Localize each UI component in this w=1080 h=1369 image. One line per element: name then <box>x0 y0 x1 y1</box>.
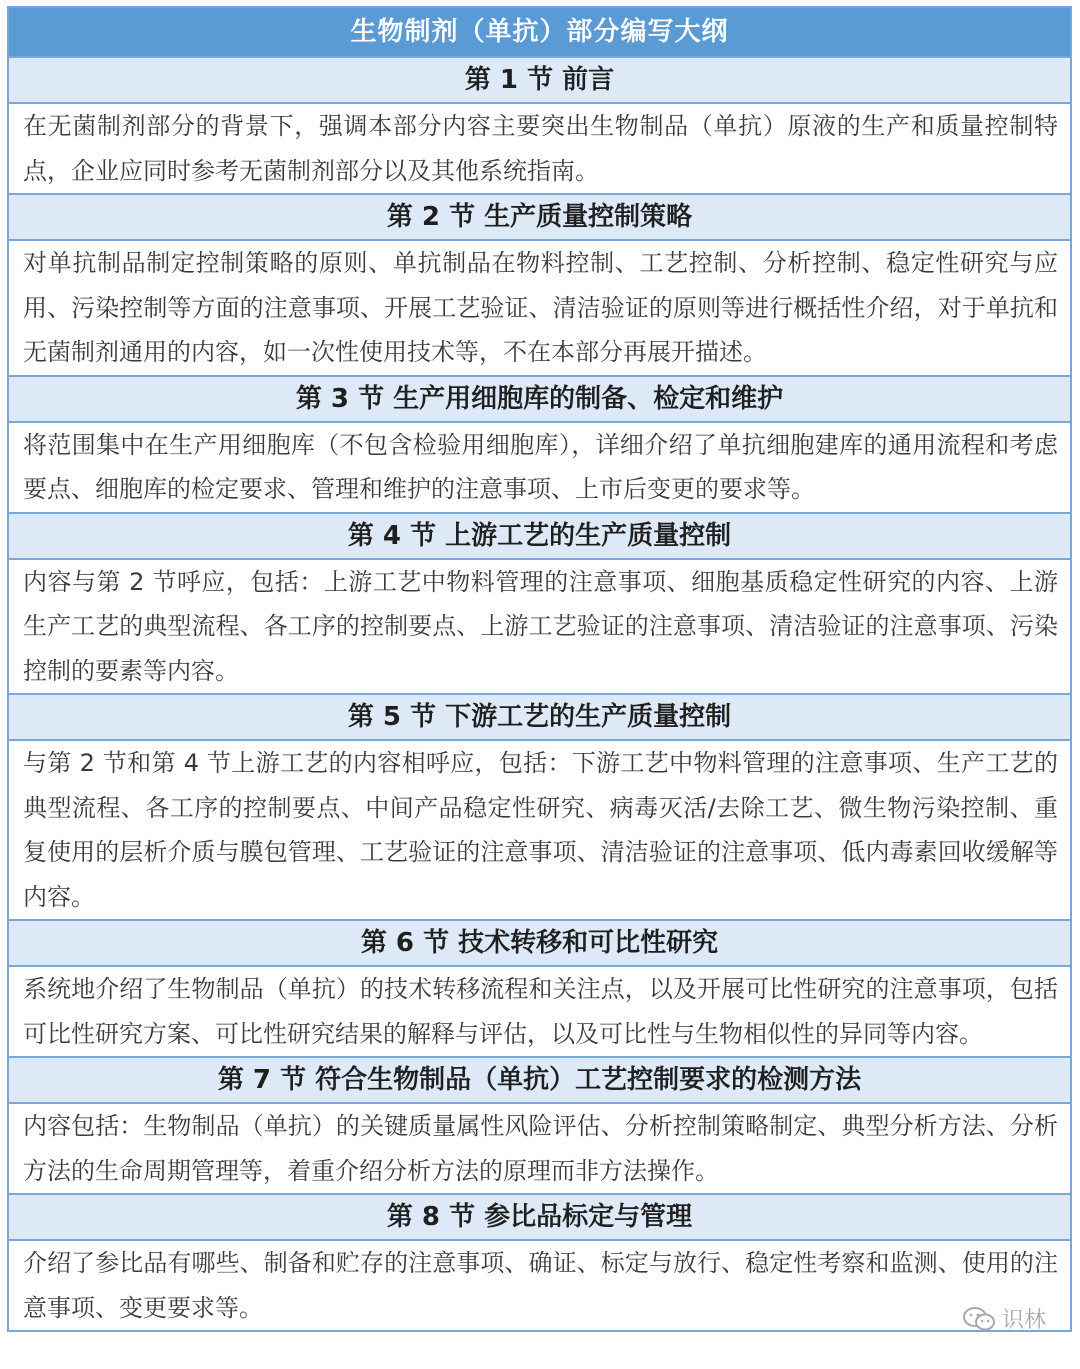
section-2-body: 对单抗制品制定控制策略的原则、单抗制品在物料控制、工艺控制、分析控制、稳定性研究与应用、污染控制等方面的注意事项、开展工艺验证、清洁验证的原则等进行概括性介绍，对于单抗和无菌制剂通用的内容，如一次性使用技术等，不在本部分再展开描述。 <box>9 241 1070 377</box>
section-3-body: 将范围集中在生产用细胞库（不包含检验用细胞库），详细介绍了单抗细胞建库的通用流程和考虑要点、细胞库的检定要求、管理和维护的注意事项、上市后变更的要求等。 <box>9 423 1070 514</box>
section-5-title: 第 5 节 下游工艺的生产质量控制 <box>9 695 1070 741</box>
table-title: 生物制剂（单抗）部分编写大纲 <box>9 8 1070 58</box>
section-2-title: 第 2 节 生产质量控制策略 <box>9 195 1070 241</box>
section-1-title: 第 1 节 前言 <box>9 58 1070 104</box>
watermark-text: 识林 <box>1001 1308 1046 1333</box>
wechat-icon <box>962 1306 996 1332</box>
outline-table <box>7 6 1072 1332</box>
watermark <box>962 1303 1046 1334</box>
section-8-title: 第 8 节 参比品标定与管理 <box>9 1195 1070 1241</box>
section-5-body: 与第 2 节和第 4 节上游工艺的内容相呼应，包括：下游工艺中物料管理的注意事项、生产工艺的典型流程、各工序的控制要点、中间产品稳定性研究、病毒灭活/去除工艺、微生物污染控制、重复使用的层析介质与膜包管理、工艺验证的注意事项、清洁验证的注意事项、低内毒素回收缓解等内容。 <box>9 741 1070 921</box>
section-1-body: 在无菌制剂部分的背景下，强调本部分内容主要突出生物制品（单抗）原液的生产和质量控制特点，企业应同时参考无菌制剂部分以及其他系统指南。 <box>9 104 1070 195</box>
section-3-title: 第 3 节 生产用细胞库的制备、检定和维护 <box>9 377 1070 423</box>
section-6-title: 第 6 节 技术转移和可比性研究 <box>9 921 1070 967</box>
section-6-body: 系统地介绍了生物制品（单抗）的技术转移流程和关注点，以及开展可比性研究的注意事项，包括可比性研究方案、可比性研究结果的解释与评估，以及可比性与生物相似性的异同等内容。 <box>9 967 1070 1058</box>
section-7-body: 内容包括：生物制品（单抗）的关键质量属性风险评估、分析控制策略制定、典型分析方法、分析方法的生命周期管理等，着重介绍分析方法的原理而非方法操作。 <box>9 1104 1070 1195</box>
section-4-title: 第 4 节 上游工艺的生产质量控制 <box>9 514 1070 560</box>
section-7-title: 第 7 节 符合生物制品（单抗）工艺控制要求的检测方法 <box>9 1058 1070 1104</box>
section-4-body: 内容与第 2 节呼应，包括：上游工艺中物料管理的注意事项、细胞基质稳定性研究的内容、上游生产工艺的典型流程、各工序的控制要点、上游工艺验证的注意事项、清洁验证的注意事项、污染控制的要素等内容。 <box>9 560 1070 696</box>
section-8-body: 介绍了参比品有哪些、制备和贮存的注意事项、确证、标定与放行、稳定性考察和监测、使用的注意事项、变更要求等。 <box>9 1241 1070 1330</box>
